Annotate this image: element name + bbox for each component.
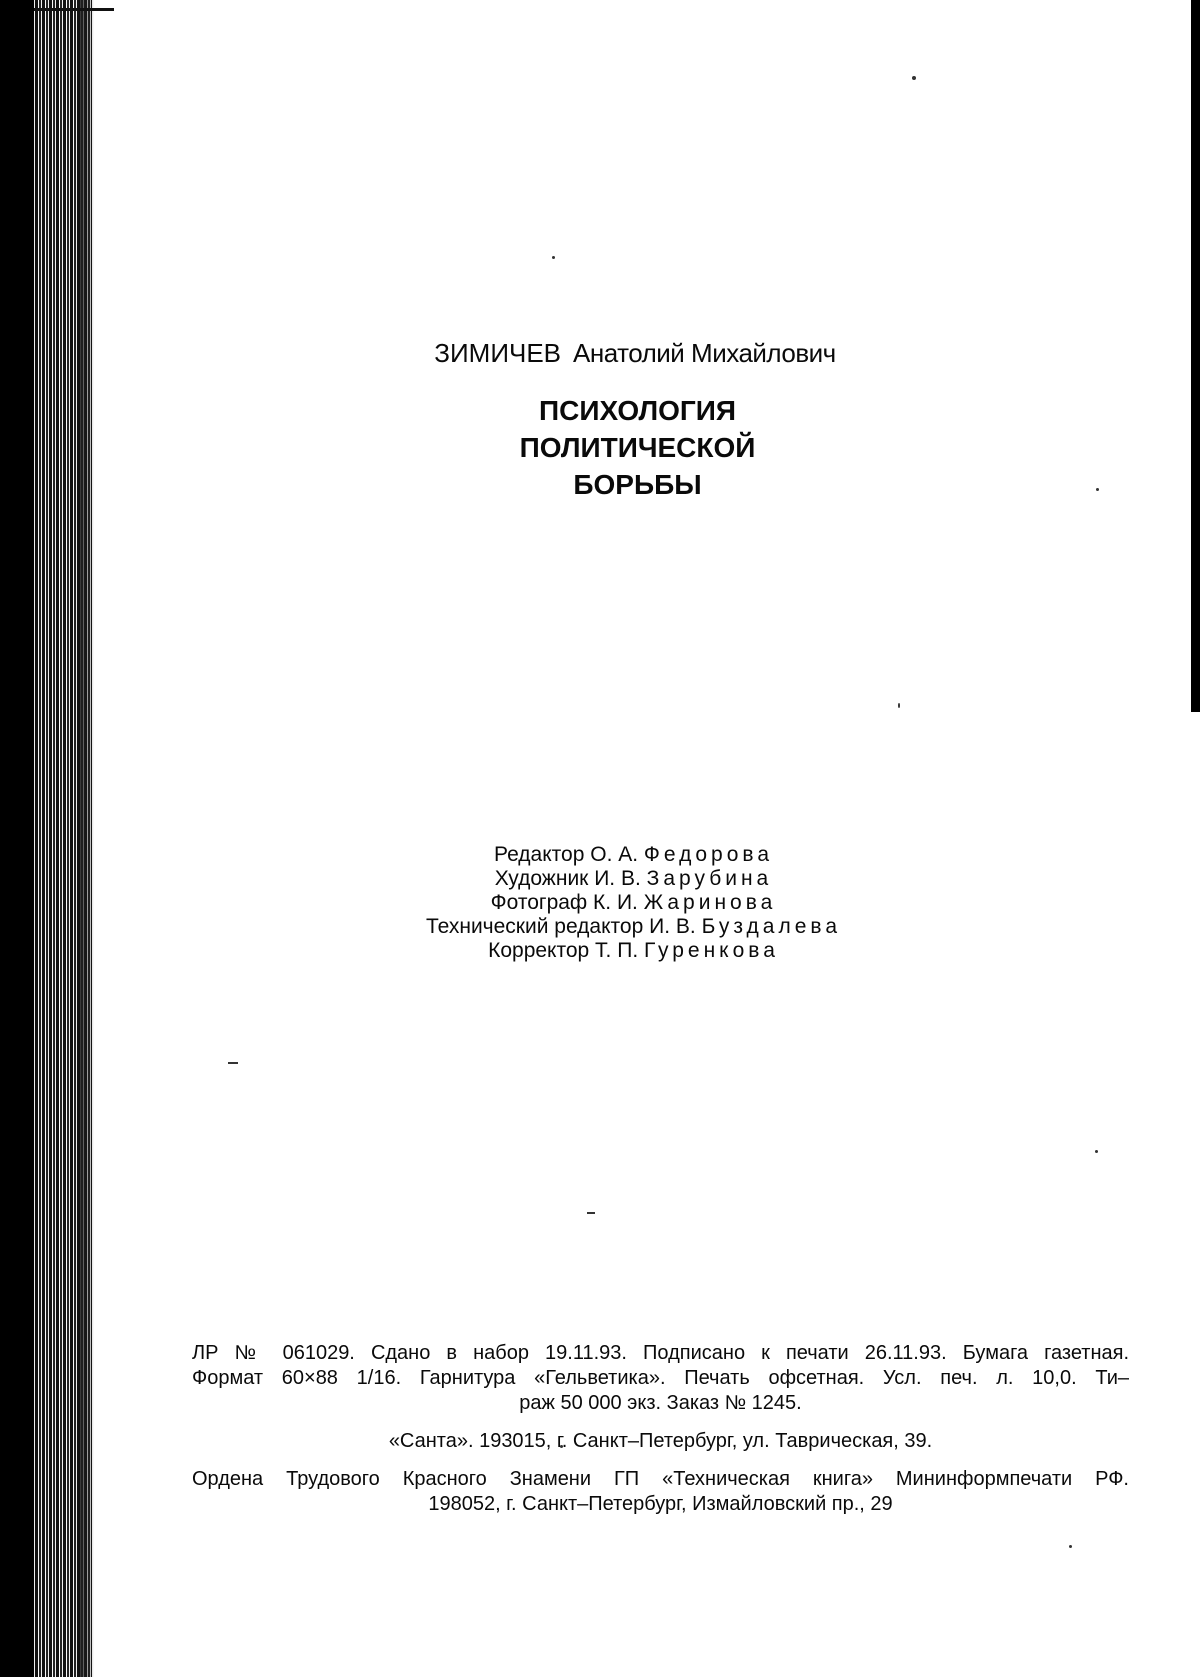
- page-binding-fade: [80, 0, 94, 1677]
- title-line: БОРЬБЫ: [573, 469, 702, 500]
- credit-role: Редактор О. А.: [494, 843, 639, 866]
- credit-technical-editor: [67, 915, 1200, 939]
- printer-address: 198052, г. Санкт–Петербург, Измайловский пр., 29: [428, 1493, 893, 1515]
- credit-person: Жаринова: [643, 891, 777, 914]
- credit-editor: [67, 843, 1200, 867]
- printer-line: Ордена Трудового Красного Знамени ГП «Техническая книга» Мининформпечати РФ.: [192, 1468, 1129, 1490]
- credit-person: Зарубина: [646, 867, 773, 890]
- book-title: [0, 392, 1200, 503]
- author-surname: ЗИМИЧЕВ: [434, 338, 562, 368]
- imprint-block: [192, 1341, 1129, 1517]
- scan-speck: [1095, 1150, 1098, 1153]
- scan-speck: [552, 256, 555, 259]
- credit-role: Технический редактор И. В.: [425, 915, 696, 938]
- scan-speck: [898, 703, 900, 708]
- scan-speck: [228, 1062, 238, 1064]
- imprint-line: Формат 60×88 1/16. Гарнитура «Гельветика». Печать офсетная. Усл. печ. л. 10,0. Ти–: [192, 1367, 1129, 1389]
- scan-speck: [912, 76, 916, 80]
- credit-person: Федорова: [643, 843, 773, 866]
- scan-speck: [1069, 1545, 1072, 1548]
- credit-person: Гуренкова: [644, 939, 779, 962]
- scan-speck: [587, 1212, 595, 1214]
- credit-photographer: [67, 891, 1200, 915]
- imprint-line: ЛР № 061029. Сдано в набор 19.11.93. Подписано к печати 26.11.93. Бумага газетная.: [192, 1342, 1129, 1364]
- credit-role: Фотограф К. И.: [490, 891, 638, 914]
- credits-block: [0, 843, 1200, 963]
- page-binding-shadow: [0, 0, 34, 1677]
- author-given-names: Анатолий Михайлович: [573, 338, 836, 368]
- title-line: ПСИХОЛОГИЯ: [538, 395, 737, 426]
- credit-person: Буздалева: [701, 915, 842, 938]
- credit-proofreader: [67, 939, 1200, 963]
- scan-top-mark: [34, 8, 114, 11]
- credit-role: Корректор Т. П.: [488, 939, 639, 962]
- imprint-line: раж 50 000 экз. Заказ № 1245.: [519, 1392, 802, 1414]
- author-name: [0, 338, 1200, 369]
- credit-artist: [67, 867, 1200, 891]
- credit-role: Художник И. В.: [494, 867, 641, 890]
- publisher-address: «Санта». 193015, г. Санкт–Петербург, ул. Таврическая, 39.: [388, 1430, 933, 1452]
- title-line: ПОЛИТИЧЕСКОЙ: [519, 432, 756, 463]
